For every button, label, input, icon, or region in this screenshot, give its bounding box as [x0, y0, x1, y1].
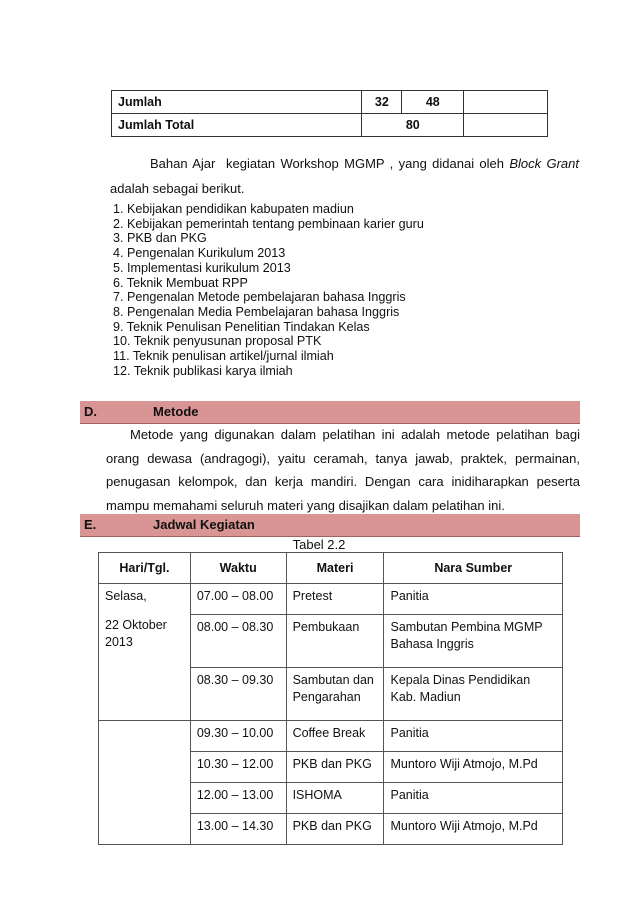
- day-cell-empty: [99, 783, 191, 814]
- section-d-line: penugasan kelompok, dan kerja mandiri. Dengan cara inidiharapkan peserta: [106, 474, 580, 489]
- list-item: 6. Teknik Membuat RPP: [113, 275, 248, 290]
- cell-line: Panitia: [390, 726, 429, 740]
- intro-line-1: [150, 156, 579, 171]
- summary-total-value: 80: [362, 114, 464, 137]
- section-e-header: [80, 514, 580, 537]
- summary-label: Jumlah Total: [112, 114, 362, 137]
- day-line: 2013: [105, 635, 133, 649]
- header-hari: Hari/Tgl.: [99, 553, 191, 584]
- list-item: 9. Teknik Penulisan Penelitian Tindakan Kelas: [113, 319, 370, 334]
- cell-line: Pretest: [292, 589, 333, 603]
- intro-text: Bahan Ajar kegiatan Workshop MGMP , yang didanai oleh: [150, 156, 510, 171]
- summary-value-1: 32: [362, 91, 402, 114]
- nara-sumber-cell: [384, 615, 563, 668]
- nara-sumber-cell: [384, 814, 563, 845]
- section-d-line: Metode yang digunakan dalam pelatihan ini adalah metode pelatihan bagi: [130, 427, 580, 442]
- intro-italic-text: Block Grant: [509, 156, 579, 171]
- cell-line: PKB dan PKG: [292, 819, 372, 833]
- schedule-header-row: [99, 553, 563, 584]
- section-title: Metode: [153, 404, 199, 419]
- summary-label: Jumlah: [112, 91, 362, 114]
- materials-list: [113, 202, 424, 378]
- table-row: [99, 752, 563, 783]
- time-cell: 07.00 – 08.00: [190, 584, 286, 615]
- cell-line: Bahasa Inggris: [390, 637, 474, 651]
- day-cell-empty: [99, 814, 191, 845]
- time-cell: 09.30 – 10.00: [190, 721, 286, 752]
- materi-cell: [286, 783, 384, 814]
- section-title: Jadwal Kegiatan: [153, 517, 255, 532]
- schedule-table: [98, 552, 563, 845]
- cell-line: Muntoro Wiji Atmojo, M.Pd: [390, 757, 538, 771]
- header-materi: Materi: [286, 553, 384, 584]
- time-cell: 10.30 – 12.00: [190, 752, 286, 783]
- table-row: [99, 783, 563, 814]
- summary-value-2: 48: [402, 91, 464, 114]
- summary-row-total: [112, 114, 548, 137]
- day-cell-empty: [99, 752, 191, 783]
- cell-line: Muntoro Wiji Atmojo, M.Pd: [390, 819, 538, 833]
- cell-line: Sambutan dan: [292, 673, 374, 687]
- nara-sumber-cell: [384, 752, 563, 783]
- table-caption: Tabel 2.2: [292, 537, 346, 552]
- time-cell: 08.00 – 08.30: [190, 615, 286, 668]
- list-item: 2. Kebijakan pemerintah tentang pembinaan karier guru: [113, 216, 424, 231]
- section-d-header: [80, 401, 580, 424]
- materi-cell: [286, 721, 384, 752]
- day-line: 22 Oktober: [105, 618, 167, 632]
- cell-line: PKB dan PKG: [292, 757, 372, 771]
- table-row: [99, 721, 563, 752]
- cell-line: Panitia: [390, 788, 429, 802]
- cell-line: Kab. Madiun: [390, 690, 461, 704]
- nara-sumber-cell: [384, 584, 563, 615]
- section-number: E.: [84, 517, 97, 532]
- cell-line: Kepala Dinas Pendidikan: [390, 673, 531, 687]
- nara-sumber-cell: [384, 721, 563, 752]
- time-cell: 12.00 – 13.00: [190, 783, 286, 814]
- list-item: 1. Kebijakan pendidikan kabupaten madiun: [113, 202, 354, 216]
- summary-table: [111, 90, 548, 137]
- time-cell: 08.30 – 09.30: [190, 668, 286, 721]
- cell-line: ISHOMA: [292, 788, 342, 802]
- materi-cell: [286, 668, 384, 721]
- day-cell-empty: [99, 721, 191, 752]
- list-item: 10. Teknik penyusunan proposal PTK: [113, 334, 322, 349]
- summary-value-3: [464, 114, 548, 137]
- section-d-body: [106, 423, 580, 517]
- cell-line: Pembukaan: [292, 620, 360, 634]
- materi-cell: [286, 752, 384, 783]
- cell-line: Panitia: [390, 589, 429, 603]
- section-number: D.: [84, 404, 97, 419]
- section-d-line: mampu memahami seluruh materi yang disajikan dalam pelatihan ini.: [106, 497, 505, 513]
- table-row: [99, 584, 563, 615]
- list-item: 3. PKB dan PKG: [113, 231, 207, 246]
- nara-sumber-cell: [384, 668, 563, 721]
- header-waktu: Waktu: [190, 553, 286, 584]
- list-item: 12. Teknik publikasi karya ilmiah: [113, 363, 293, 378]
- materi-cell: [286, 615, 384, 668]
- list-item: 5. Implementasi kurikulum 2013: [113, 260, 291, 275]
- list-item: 8. Pengenalan Media Pembelajaran bahasa Inggris: [113, 304, 400, 319]
- list-item: 4. Pengenalan Kurikulum 2013: [113, 246, 286, 261]
- summary-value-3: [464, 91, 548, 114]
- list-item: 11. Teknik penulisan artikel/jurnal ilmiah: [113, 349, 334, 364]
- section-d-line: orang dewasa (andragogi), yaitu ceramah, tanya jawab, praktek, permainan,: [106, 450, 580, 466]
- cell-line: Coffee Break: [292, 726, 366, 740]
- table-row: [99, 814, 563, 845]
- header-nara-sumber: Nara Sumber: [384, 553, 563, 584]
- intro-line-2: adalah sebagai berikut.: [110, 181, 245, 196]
- time-cell: 13.00 – 14.30: [190, 814, 286, 845]
- list-item: 7. Pengenalan Metode pembelajaran bahasa Inggris: [113, 290, 406, 305]
- day-line: Selasa,: [105, 589, 147, 603]
- cell-line: Pengarahan: [292, 690, 361, 704]
- summary-row-jumlah: [112, 91, 548, 114]
- cell-line: Sambutan Pembina MGMP: [390, 620, 543, 634]
- materi-cell: [286, 584, 384, 615]
- day-cell: [99, 584, 191, 721]
- materi-cell: [286, 814, 384, 845]
- nara-sumber-cell: [384, 783, 563, 814]
